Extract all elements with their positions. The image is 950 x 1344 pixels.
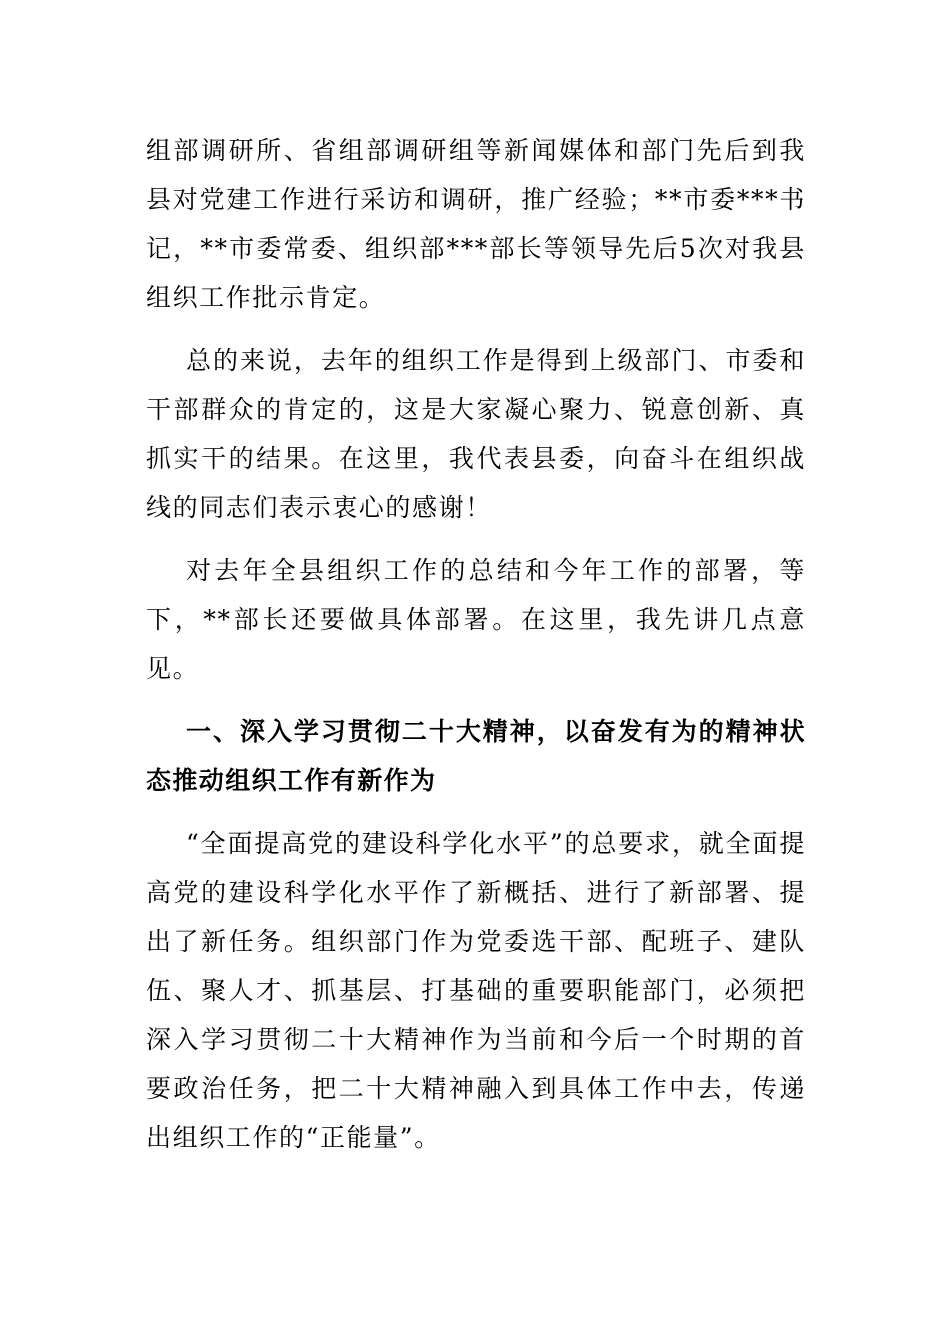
section-heading-one: 一、深入学习贯彻二十大精神，以奋发有为的精神状态推动组织工作有新作为 — [146, 717, 806, 795]
document-body — [146, 126, 806, 1176]
paragraph-summary: 总的来说，去年的组织工作是得到上级部门、市委和干部群众的肯定的，这是大家凝心聚力、锐意创新、真抓实干的结果。在这里，我代表县委，向奋斗在组织战线的同志们表示衷心的感谢！ — [146, 346, 806, 522]
paragraph-continuation: 组部调研所、省组部调研组等新闻媒体和部门先后到我县对党建工作进行采访和调研，推广经验；**市委***书记，**市委常委、组织部***部长等领导先后5次对我县组织工作批示肯定。 — [146, 136, 806, 312]
paragraph-intro-remarks: 对去年全县组织工作的总结和今年工作的部署，等下，**部长还要做具体部署。在这里，我先讲几点意见。 — [146, 556, 806, 683]
paragraph-section-one-body: “全面提高党的建设科学化水平”的总要求，就全面提高党的建设科学化水平作了新概括、进行了新部署、提出了新任务。组织部门作为党委选干部、配班子、建队伍、聚人才、抓基层、打基础的重要职能部门，必须把深入学习贯彻二十大精神作为当前和今后一个时期的首要政治任务，把二十大精神融入到具体工作中去，传递出组织工作的“正能量”。 — [146, 829, 806, 1152]
